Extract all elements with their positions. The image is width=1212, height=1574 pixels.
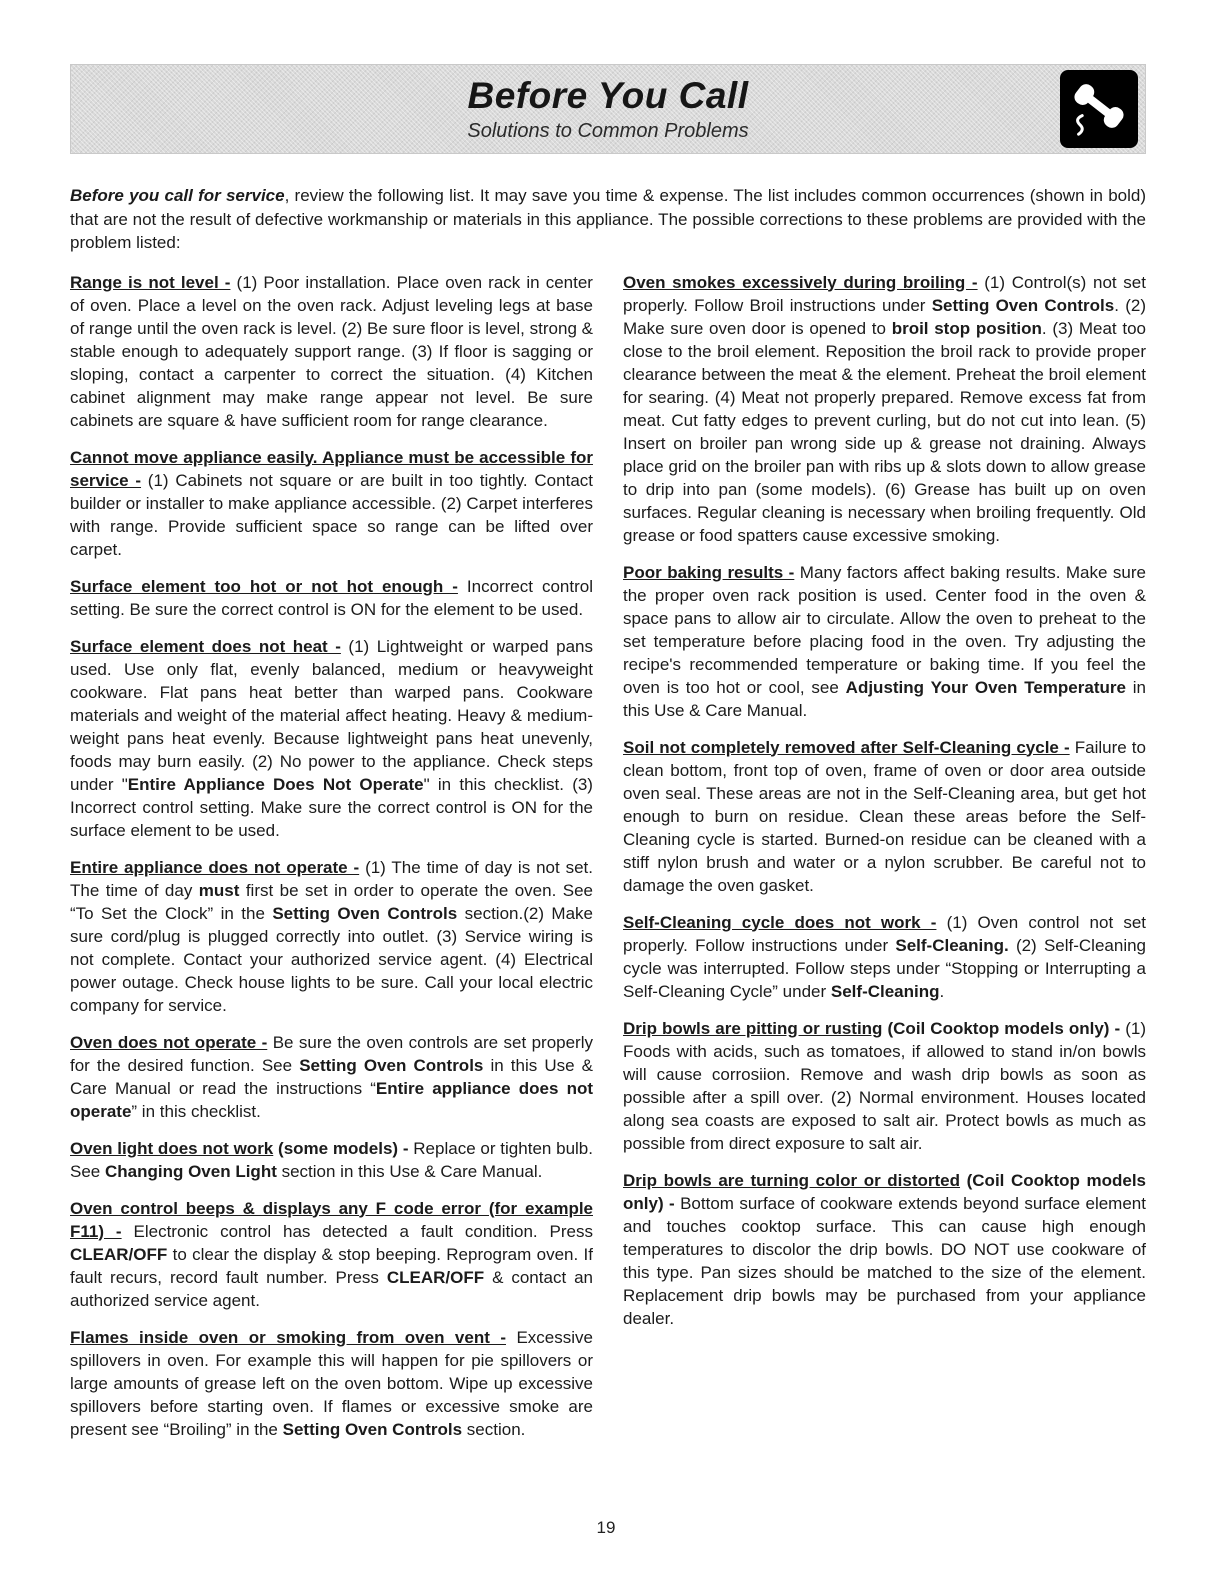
item-heading: Oven control beeps & displays any F code error (for example F11) - bbox=[70, 1198, 593, 1241]
item-body: (1) Cabinets not square or are built in too tightly. Contact builder or installer to make appliance accessible. (2) Carpet interferes with range. Provide sufficient space so range can be lifted over carpet. bbox=[70, 470, 593, 559]
item-body: Incorrect control setting. Be sure the correct control is ON for the element to be used. bbox=[70, 576, 593, 619]
page-subtitle: Solutions to Common Problems bbox=[467, 120, 749, 142]
right-column bbox=[623, 271, 1146, 1455]
trouble-item bbox=[70, 1197, 593, 1312]
item-heading: Soil not completely removed after Self-Cleaning cycle - bbox=[623, 737, 1070, 757]
trouble-item bbox=[70, 575, 593, 621]
item-heading: Oven light does not work (some models) - bbox=[70, 1138, 409, 1158]
item-body: Electronic control has detected a fault condition. Press CLEAR/OFF to clear the display & stop beeping. Reprogram oven. If fault recurs, record fault number. Press CLEAR/OFF & contact an authorized service agent. bbox=[70, 1221, 594, 1310]
page-number: 19 bbox=[596, 1518, 616, 1537]
header-band bbox=[70, 64, 1146, 154]
item-heading: Oven does not operate - bbox=[70, 1032, 268, 1052]
item-body: (1) Control(s) not set properly. Follow Broil instructions under Setting Oven Controls. (2) Make sure oven door is opened to broil stop position. (3) Meat too close to the broil element. Reposition the broil rack to provide proper clearance between the meat & the element. Preheat the broil element for searing. (4) Meat not properly prepared. Remove excess fat from meat. Cut fatty edges to prevent curling, but do not cut into lean. (5) Insert on broiler pan wrong side up & grease not draining. Always place grid on the broiler pan with ribs up & slots down to allow grease to drip into pan (some models). (6) Grease has built up on oven surfaces. Regular cleaning is necessary when broiling frequently. Old grease or food spatters cause excessive smoking. bbox=[623, 272, 1146, 545]
item-heading: Flames inside oven or smoking from oven vent - bbox=[70, 1327, 506, 1347]
item-body: (1) Lightweight or warped pans used. Use only flat, evenly balanced, medium or heavyweight cookware. Flat pans heat better than warped pans. Cookware materials and weight of the material affect heating. Heavy & medium-weight pans heat evenly. Because lightweight pans heat unevenly, foods may burn easily. (2) No power to the appliance. Check steps under "Entire Appliance Does Not Operate" in this checklist. (3) Incorrect control setting. Make sure the correct control is ON for the surface element to be used. bbox=[70, 636, 593, 840]
trouble-item bbox=[70, 1031, 593, 1123]
left-column bbox=[70, 271, 593, 1455]
item-heading: Entire appliance does not operate - bbox=[70, 857, 360, 877]
item-heading: Surface element does not heat - bbox=[70, 636, 341, 656]
item-body: (1) Poor installation. Place oven rack in center of oven. Place a level on the oven rack. Adjust leveling legs at base of range until the oven rack is level. (2) Be sure floor is level, strong & stable enough to adequately support range. (3) If floor is sagging or sloping, contact a carpenter to correct the situation. (4) Kitchen cabinet alignment may make range appear not level. Be sure cabinets are square & have sufficient room for range clearance. bbox=[70, 272, 593, 430]
item-body: Failure to clean bottom, front top of oven, frame of oven or door area outside oven seal. These areas are not in the Self-Cleaning area, but get hot enough to burn on residue. Clean these areas before the Self-Cleaning cycle is started. Burned-on residue can be cleaned with a stiff nylon brush and water or a nylon scrubber. Be careful not to damage the oven gasket. bbox=[623, 737, 1146, 895]
trouble-item bbox=[70, 1326, 593, 1441]
item-body: Replace or tighten bulb. See Changing Oven Light section in this Use & Care Manual. bbox=[70, 1138, 593, 1181]
trouble-item bbox=[623, 561, 1146, 722]
trouble-item bbox=[70, 856, 593, 1017]
item-heading: Drip bowls are pitting or rusting (Coil Cooktop models only) - bbox=[623, 1018, 1121, 1038]
item-body: Many factors affect baking results. Make sure the proper oven rack position is used. Center food in the oven & space pans to allow air to circulate. Allow the oven to preheat to the set temperature before placing food in the oven. Try adjusting the recipe's recommended temperature or baking time. If you feel the oven is too hot or cool, see Adjusting Your Oven Temperature in this Use & Care Manual. bbox=[623, 562, 1147, 720]
item-body: Be sure the oven controls are set properly for the desired function. See Setting Oven Controls in this Use & Care Manual or read the instructions “Entire appliance does not operate” in this checklist. bbox=[70, 1032, 594, 1121]
intro-paragraph: Before you call for service, review the following list. It may save you time & expense. The list includes common occurrences (shown in bold) that are not the result of defective workmanship or materials in this appliance. The possible corrections to these problems are provided with the problem listed: bbox=[70, 186, 1147, 252]
trouble-item bbox=[623, 271, 1146, 547]
item-heading: Drip bowls are turning color or distorted (Coil Cooktop models only) - bbox=[623, 1170, 1146, 1213]
phone-icon bbox=[1060, 70, 1138, 148]
item-heading: Range is not level - bbox=[70, 272, 231, 292]
trouble-item bbox=[623, 911, 1146, 1003]
item-body: (1) Foods with acids, such as tomatoes, if allowed to stand in/on bowls will cause corrosiion. Remove and wash drip bowls as soon as possible after a spill over. (2) Normal environment. Houses located along sea coasts are exposed to salt air. Protect bowls as much as possible from direct exposure to salt air. bbox=[623, 1018, 1146, 1153]
trouble-item bbox=[623, 1169, 1146, 1330]
trouble-item bbox=[70, 446, 593, 561]
item-heading: Surface element too hot or not hot enough - bbox=[70, 576, 458, 596]
trouble-item bbox=[70, 271, 593, 432]
trouble-item bbox=[70, 635, 593, 842]
item-body: (1) The time of day is not set. The time of day must first be set in order to operate the oven. See “To Set the Clock” in the Setting Oven Controls section.(2) Make sure cord/plug is plugged correctly into outlet. (3) Service wiring is not complete. Contact your authorized service agent. (4) Electrical power outage. Check house lights to be sure. Call your local electric company for service. bbox=[70, 857, 593, 1015]
item-heading: Oven smokes excessively during broiling - bbox=[623, 272, 978, 292]
item-body: Excessive spillovers in oven. For example this will happen for pie spillovers or large amounts of grease left on the oven bottom. Wipe up excessive spillovers before starting oven. If flames or excessive smoke are present see “Broiling” in the Setting Oven Controls section. bbox=[70, 1327, 593, 1439]
page-title: Before You Call bbox=[467, 75, 749, 116]
trouble-item bbox=[70, 1137, 593, 1183]
item-heading: Self-Cleaning cycle does not work - bbox=[623, 912, 937, 932]
two-column-body bbox=[70, 271, 1146, 1455]
trouble-item bbox=[623, 736, 1146, 897]
item-body: (1) Oven control not set properly. Follow instructions under Self-Cleaning. (2) Self-Cleaning cycle was interrupted. Follow steps under “Stopping or Interrupting a Self-Cleaning Cycle” under Self-Cleaning. bbox=[623, 912, 1147, 1001]
item-heading: Poor baking results - bbox=[623, 562, 795, 582]
trouble-item bbox=[623, 1017, 1146, 1155]
item-body: Bottom surface of cookware extends beyond surface element and touches cooktop surface. This can cause high enough temperatures to discolor the drip bowls. DO NOT use cookware of this type. Pan sizes should be matched to the size of the element. Replacement drip bowls may be purchased from your appliance dealer. bbox=[623, 1193, 1146, 1328]
item-heading: Cannot move appliance easily. Appliance must be accessible for service - bbox=[70, 447, 593, 490]
